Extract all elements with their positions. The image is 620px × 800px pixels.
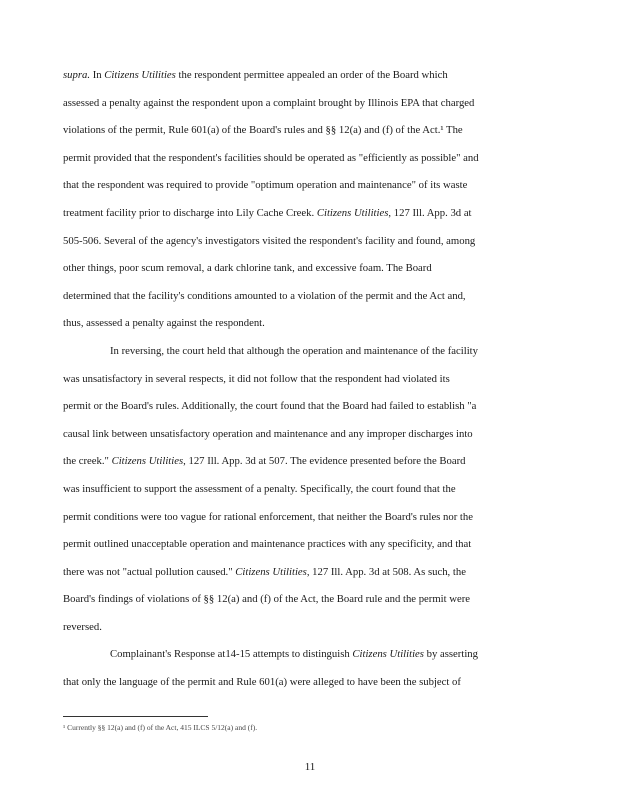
text-line: that only the language of the permit and Rule 601(a) were alleged to have been the subject of (63, 676, 461, 689)
case-name: Citizens Utilities (104, 69, 176, 81)
text-line: other things, poor scum removal, a dark chlorine tank, and excessive foam. The Board (63, 262, 432, 275)
text-line: supra. In Citizens Utilities the respondent permittee appealed an order of the Board which (63, 69, 448, 81)
text-line: permit or the Board's rules. Additionally, the court found that the Board had failed to establish "a (63, 400, 477, 413)
text-line: treatment facility prior to discharge into Lily Cache Creek. Citizens Utilities, 127 Ill. App. 3d at (63, 206, 472, 219)
text-line: permit conditions were too vague for rational enforcement, that neither the Board's rules nor the (63, 510, 473, 523)
text-line: there was not "actual pollution caused." Citizens Utilities, 127 Ill. App. 3d at 508. As such, the (63, 565, 466, 578)
text-line: determined that the facility's conditions amounted to a violation of the permit and the Act and, (63, 289, 466, 302)
text-line: was insufficient to support the assessment of a penalty. Specifically, the court found that the (63, 482, 456, 495)
case-name: Citizens Utilities (235, 565, 307, 578)
footnote-divider (63, 716, 208, 717)
text-line: Complainant's Response at14-15 attempts to distinguish Citizens Utilities by asserting (110, 648, 478, 661)
case-name: supra. (63, 69, 91, 81)
text-line: reversed. (63, 620, 102, 633)
text-line: In reversing, the court held that although the operation and maintenance of the facility (110, 344, 478, 357)
text-line: Board's findings of violations of §§ 12(a) and (f) of the Act, the Board rule and the permit were (63, 593, 471, 606)
text-line: that the respondent was required to provide "optimum operation and maintenance" of its waste (63, 179, 468, 192)
page-number: 11 (304, 761, 316, 773)
footnote: ¹ Currently §§ 12(a) and (f) of the Act, 415 ILCS 5/12(a) and (f). (63, 723, 258, 732)
case-name: Citizens Utilities (352, 648, 424, 661)
text-line: was unsatisfactory in several respects, it did not follow that the respondent had violated its (63, 372, 450, 385)
text-line: causal link between unsatisfactory operation and maintenance and any improper discharges into (63, 427, 473, 440)
text-line: 505-506. Several of the agency's investigators visited the respondent's facility and found, among (63, 234, 476, 247)
text-line: thus, assessed a penalty against the respondent. (63, 317, 265, 330)
text-line: permit outlined unacceptable operation and maintenance practices with any specificity, and that (63, 538, 472, 551)
text-line: the creek." Citizens Utilities, 127 Ill. App. 3d at 507. The evidence presented before the Board (63, 455, 466, 468)
text-line: assessed a penalty against the respondent upon a complaint brought by Illinois EPA that charged (63, 96, 475, 109)
text-line: permit provided that the respondent's facilities should be operated as "efficiently as possible" and (63, 151, 479, 164)
text-line: violations of the permit, Rule 601(a) of the Board's rules and §§ 12(a) and (f) of the Act.¹ The (63, 124, 463, 137)
case-name: Citizens Utilities (111, 455, 184, 468)
body-text (63, 62, 550, 697)
case-name: Citizens Utilities (316, 206, 389, 219)
